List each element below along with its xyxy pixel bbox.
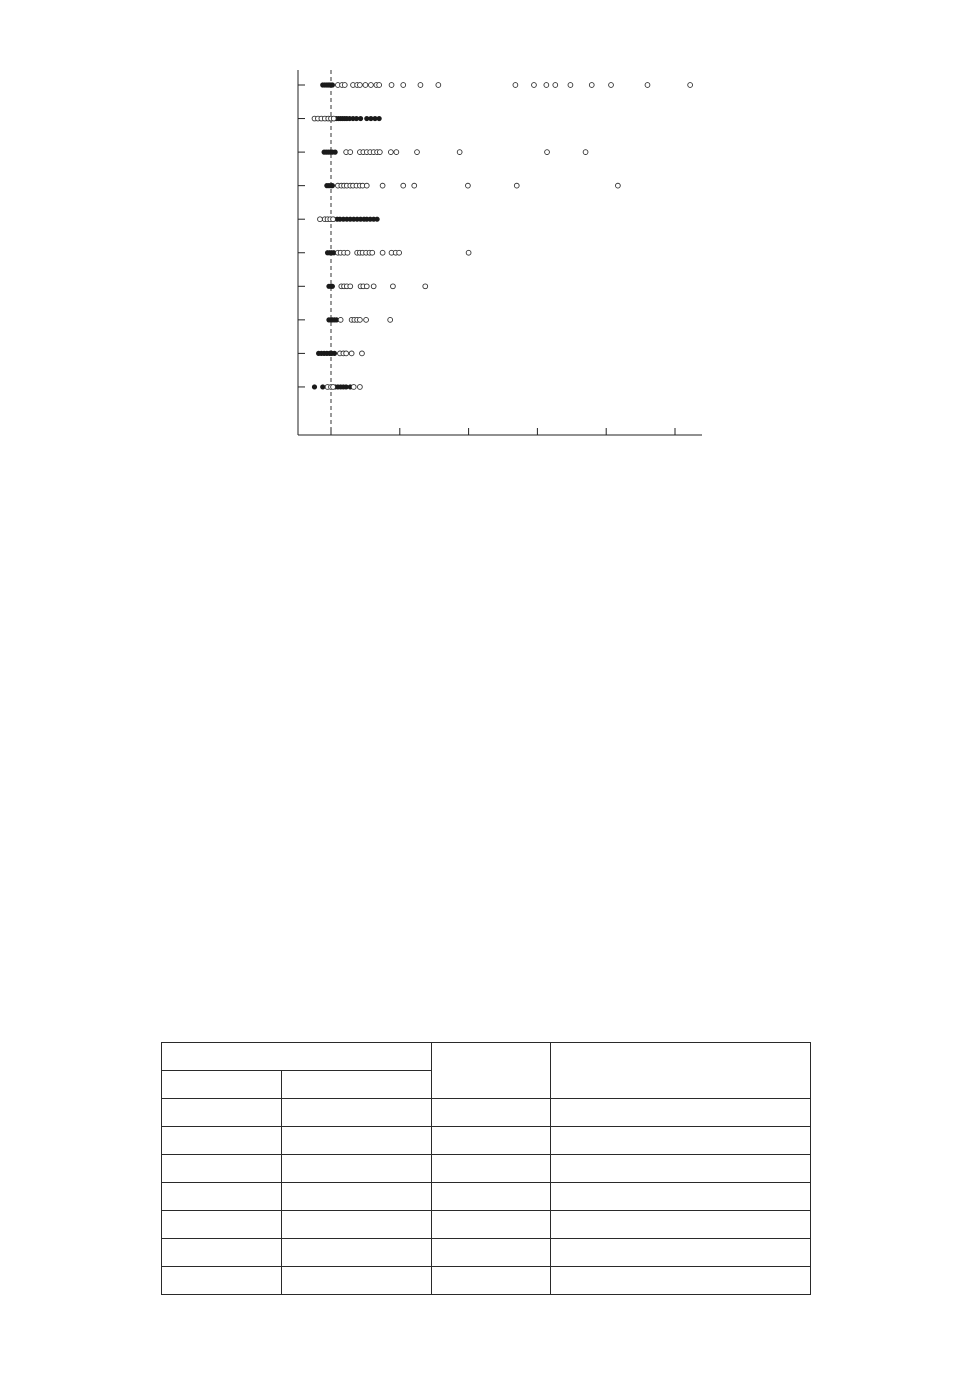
table-row [162, 1211, 811, 1239]
open-point [423, 284, 428, 289]
table-cell [162, 1239, 282, 1267]
filled-point [374, 217, 379, 222]
table-header-row [162, 1043, 811, 1071]
open-point [545, 150, 550, 155]
open-point [388, 150, 393, 155]
table-row [162, 1183, 811, 1211]
open-point [377, 150, 382, 155]
table-cell [432, 1267, 551, 1295]
filled-point [333, 150, 338, 155]
open-point [357, 317, 362, 322]
table-cell [162, 1211, 282, 1239]
open-point [589, 83, 594, 88]
open-point [331, 385, 336, 390]
open-point [364, 183, 369, 188]
table-subheader-cell [282, 1071, 432, 1099]
table-cell [282, 1239, 432, 1267]
open-point [364, 284, 369, 289]
open-point [345, 250, 350, 255]
table-cell [432, 1183, 551, 1211]
filled-point [377, 116, 382, 121]
open-point [568, 83, 573, 88]
open-point [688, 83, 693, 88]
open-point [388, 317, 393, 322]
open-point [583, 150, 588, 155]
open-point [351, 385, 356, 390]
open-point [371, 284, 376, 289]
table-row [162, 1127, 811, 1155]
open-point [342, 83, 347, 88]
data-table [161, 1042, 811, 1295]
filled-point [330, 284, 335, 289]
table-row [162, 1155, 811, 1183]
table-cell [551, 1183, 811, 1211]
open-point [357, 83, 362, 88]
open-point [532, 83, 537, 88]
open-point [412, 183, 417, 188]
x-axis-ticks [331, 428, 675, 435]
table-cell [282, 1127, 432, 1155]
open-point [615, 183, 620, 188]
filled-point [330, 183, 335, 188]
data-points [312, 82, 693, 389]
open-point [514, 183, 519, 188]
open-point [364, 317, 369, 322]
table-cell [162, 1099, 282, 1127]
table-cell [551, 1267, 811, 1295]
table-cell [432, 1155, 551, 1183]
open-point [466, 183, 471, 188]
open-point [513, 83, 518, 88]
table-row [162, 1239, 811, 1267]
filled-point [332, 351, 337, 356]
y-axis-ticks [298, 85, 305, 387]
table-cell [432, 1211, 551, 1239]
open-point [389, 83, 394, 88]
open-point [360, 351, 365, 356]
open-point [401, 83, 406, 88]
open-point [331, 116, 336, 121]
open-point [380, 250, 385, 255]
open-point [348, 284, 353, 289]
table-cell [432, 1099, 551, 1127]
open-point [331, 217, 336, 222]
table-cell [282, 1099, 432, 1127]
filled-point [312, 384, 317, 389]
table-cell [551, 1155, 811, 1183]
open-point [363, 83, 368, 88]
table-body [162, 1099, 811, 1295]
open-point [349, 351, 354, 356]
open-point [370, 250, 375, 255]
table-header-group-cell [162, 1043, 432, 1071]
open-point [415, 150, 420, 155]
table-cell [432, 1127, 551, 1155]
table-cell [551, 1099, 811, 1127]
table-cell [162, 1183, 282, 1211]
open-point [377, 83, 382, 88]
open-point [418, 83, 423, 88]
open-point [609, 83, 614, 88]
table-cell [162, 1127, 282, 1155]
open-point [544, 83, 549, 88]
table-cell [551, 1127, 811, 1155]
open-point [397, 250, 402, 255]
table-row [162, 1267, 811, 1295]
table-cell [162, 1267, 282, 1295]
open-point [401, 183, 406, 188]
open-point [645, 83, 650, 88]
open-point [457, 150, 462, 155]
table-cell [551, 1239, 811, 1267]
open-point [348, 150, 353, 155]
table-cell [551, 1211, 811, 1239]
table-cell [282, 1267, 432, 1295]
filled-point [330, 82, 335, 87]
table-subheader-cell [162, 1071, 282, 1099]
open-point [391, 284, 396, 289]
table-cell [432, 1239, 551, 1267]
filled-point [320, 384, 325, 389]
open-point [344, 351, 349, 356]
open-point [338, 317, 343, 322]
open-point [369, 83, 374, 88]
filled-point [358, 116, 363, 121]
table-header-cell [551, 1043, 811, 1099]
open-point [394, 150, 399, 155]
open-point [380, 183, 385, 188]
table-cell [282, 1211, 432, 1239]
table-cell [282, 1155, 432, 1183]
table-header-cell [432, 1043, 551, 1099]
open-point [318, 217, 323, 222]
open-point [553, 83, 558, 88]
scatter-chart [0, 0, 969, 470]
open-point [466, 250, 471, 255]
open-point [357, 385, 362, 390]
open-point [436, 83, 441, 88]
table-row [162, 1099, 811, 1127]
table-cell [282, 1183, 432, 1211]
table-cell [162, 1155, 282, 1183]
